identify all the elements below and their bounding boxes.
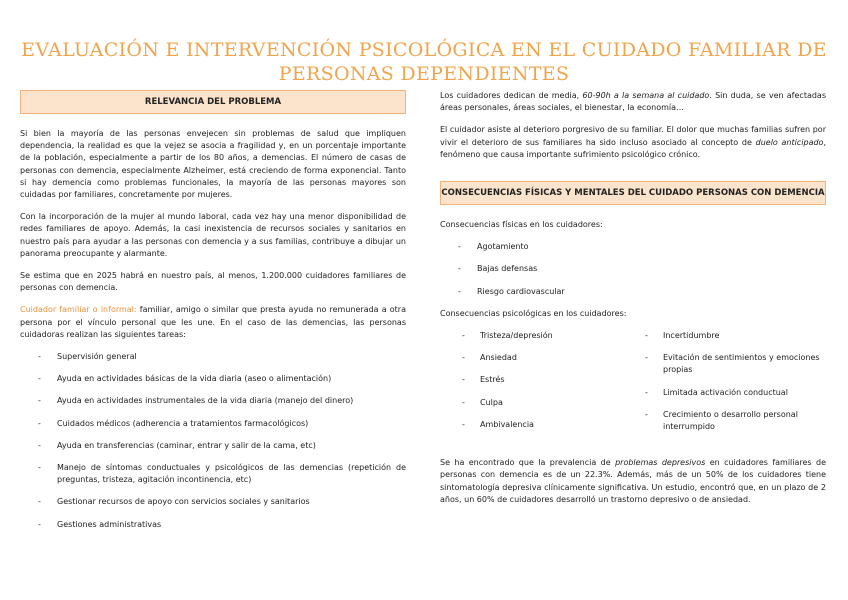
list-item: - Incertidumbre <box>633 330 826 342</box>
caregiver-term: Cuidador familiar o informal: <box>20 305 137 315</box>
list-item: - Gestiones administrativas <box>20 519 406 531</box>
right-column <box>440 90 826 516</box>
list-item: - Agotamiento <box>440 241 826 253</box>
caregiver-definition-text: familiar, amigo o similar que presta ayuda no remunerada a otra persona por el vínculo personal que les une. En el caso de las demencias, las personas cuidadoras realizan las siguientes tareas: <box>20 305 406 339</box>
caregiver-tasks-list <box>20 351 406 531</box>
paragraph-depression <box>440 457 826 506</box>
list-item: - Riesgo cardiovascular <box>440 286 826 298</box>
list-item: - Tristeza/depresión <box>440 330 633 342</box>
paragraph: Con la incorporación de la mujer al mundo laboral, cada vez hay una menor disponibilidad de redes familiares de apoyo. Además, la casi inexistencia de recursos sociales y sanitarios en nuestro país para ayudar a las personas con demencia y a sus familias, contribuye a dibujar un panorama preocupante y alarmante. <box>20 212 406 258</box>
emphasis: problemas depresivos <box>615 458 706 468</box>
list-item: - Ayuda en transferencias (caminar, entrar y salir de la cama, etc) <box>20 440 406 452</box>
section-heading-consecuencias: CONSECUENCIAS FÍSICAS Y MENTALES DEL CUIDADO PERSONAS CON DEMENCIA <box>440 181 826 205</box>
page-title: EVALUACIÓN E INTERVENCIÓN PSICOLÓGICA EN EL CUIDADO FAMILIAR DE PERSONAS DEPENDIENTES <box>21 39 827 85</box>
list-item: - Evitación de sentimientos y emociones propias <box>633 352 826 376</box>
list-item: - Cuidados médicos (adherencia a tratamientos farmacológicos) <box>20 418 406 430</box>
caregiver-definition <box>20 304 406 341</box>
emphasis: 60-90h a la semana al cuidado <box>582 91 710 100</box>
psych-label: Consecuencias psicológicas en los cuidadores: <box>440 308 627 318</box>
list-item: - Ayuda en actividades básicas de la vida diaria (aseo o alimentación) <box>20 373 406 385</box>
psych-consequences <box>440 330 826 443</box>
list-item: - Culpa <box>440 397 633 409</box>
text-run: en cuidadores familiares de personas con demencia es de un 22.3%. Además, más de un 50% de los cuidadores tiene sintomatología depresiva clínicamente significativa. Un estudio, encontró que, en un plazo de 2 años, un 60% de cuidadores desarrolló un trastorno depresivo o de ansiedad. <box>440 458 826 504</box>
list-item: - Bajas defensas <box>440 263 826 275</box>
left-column <box>20 90 406 541</box>
list-item: - Limitada activación conductual <box>633 387 826 399</box>
text-run: El cuidador asiste al deterioro porgresivo de su familiar. El dolor que muchas familias sufren por vivir el deterioro de sus familiares ha sido incluso asociado al concepto de <box>440 125 826 147</box>
list-item: - Manejo de síntomas conductuales y psicológicos de las demencias (repetición de preguntas, tristeza, agitación incontinencia, etc) <box>20 462 406 486</box>
paragraph: Si bien la mayoría de las personas envejecen sin problemas de salud que impliquen dependencia, la realidad es que la vejez se asocia a fragilidad y, en un porcentaje importante de la población, especialmente a partir de los 80 años, a demencias. El número de casas de personas con demencia, especialmente Alzheimer, está creciendo de forma exponencial. Tanto si hay demencia como problemas funcionales, la mayoría de las personas mayores son cuidadas por familiares, concretamente por mujeres. <box>20 129 406 200</box>
text-run: Se ha encontrado que la prevalencia de <box>440 458 616 468</box>
section-heading-relevancia: RELEVANCIA DEL PROBLEMA <box>20 90 406 114</box>
list-item: - Ansiedad <box>440 352 633 364</box>
paragraph-hours <box>440 90 826 114</box>
list-item: - Estrés <box>440 374 633 386</box>
list-item: - Ayuda en actividades instrumentales de la vida diaria (manejo del dinero) <box>20 395 406 407</box>
paragraph: Se estima que en 2025 habrá en nuestro país, al menos, 1.200.000 cuidadores familiares de personas con demencia. <box>20 271 406 293</box>
text-run: Los cuidadores dedican de media, <box>440 91 583 100</box>
psych-list-col2 <box>633 330 826 443</box>
list-item: - Ambivalencia <box>440 419 633 431</box>
emphasis: duelo anticipado <box>755 137 824 147</box>
list-item: - Supervisión general <box>20 351 406 363</box>
psych-list-col1 <box>440 330 633 443</box>
list-item: - Gestionar recursos de apoyo con servicios sociales y sanitarios <box>20 496 406 508</box>
paragraph-duelo <box>440 124 826 161</box>
physical-label: Consecuencias físicas en los cuidadores: <box>440 220 603 230</box>
text-run: , fenómeno que causa importante sufrimiento psicológico crónico. <box>440 137 826 159</box>
list-item: - Crecimiento o desarrollo personal interrumpido <box>633 409 826 433</box>
text-run: . Sin duda, se ven afectadas áreas personales, áreas sociales, el bienestar, la economía… <box>440 91 827 113</box>
physical-consequences-list <box>440 241 826 298</box>
